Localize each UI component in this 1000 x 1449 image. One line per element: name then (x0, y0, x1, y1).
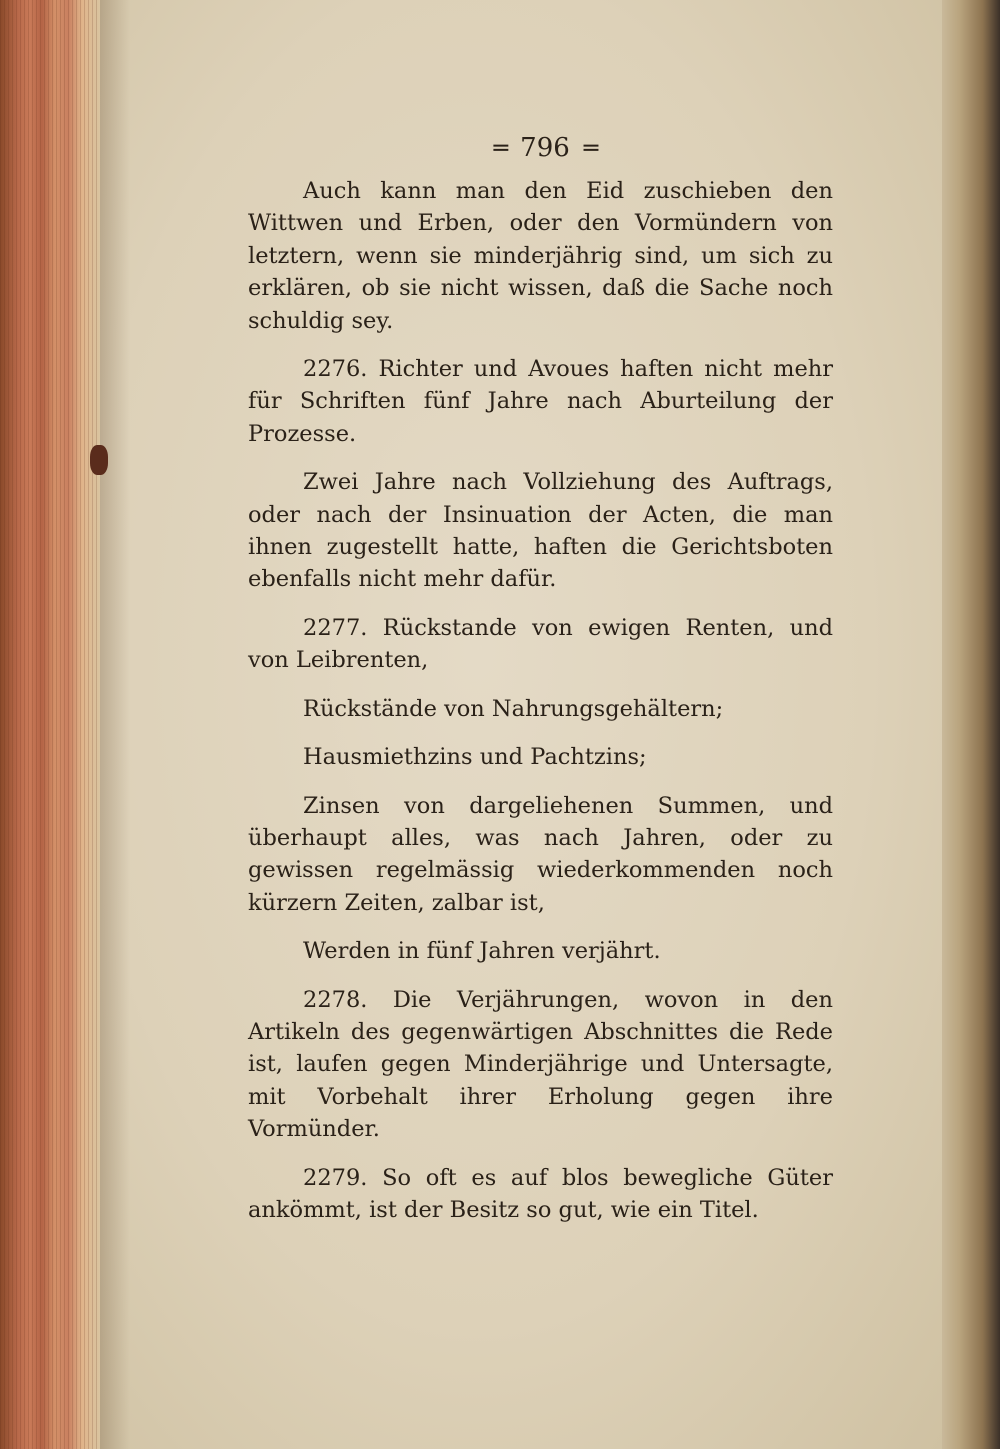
paragraph-text: Hausmiethzins und Pachtzins; (303, 744, 647, 771)
paragraph-text: Die Verjährungen, wovon in den Artikeln des gegenwärtigen Abschnittes die Rede ist, laufen gegen Minderjährige und Untersagte, mit Vorbehalt ihrer Erholung gegen ihre Vormünder. (248, 986, 833, 1143)
article-number: 2277. (303, 614, 368, 641)
paragraph (248, 693, 833, 725)
paragraph (248, 741, 833, 773)
paragraph (248, 353, 833, 450)
paragraph (248, 612, 833, 677)
paragraph (248, 1162, 833, 1227)
paragraph-text: Auch kann man den Eid zuschieben den Wittwen und Erben, oder den Vormündern von letztern, wenn sie minderjährig sind, um sich zu erklären, ob sie nicht wissen, daß die Sache noch schuldig sey. (248, 178, 833, 334)
paragraph-text: So oft es auf blos bewegliche Güter ankömmt, ist der Besitz so gut, wie ein Titel. (248, 1164, 834, 1223)
page-body (248, 175, 833, 1242)
page-header (455, 128, 635, 168)
header-ornament-left: ═ (493, 134, 507, 162)
header-ornament-right: ═ (583, 134, 597, 162)
paragraph (248, 935, 833, 967)
paragraph (248, 984, 833, 1146)
facing-page-edge (942, 0, 1000, 1449)
paragraph (248, 466, 833, 596)
article-number: 2279. (303, 1164, 368, 1191)
paragraph-text: Werden in fünf Jahren verjährt. (303, 938, 661, 965)
paragraph-text: Richter und Avoues haften nicht mehr für Schriften fünf Jahre nach Aburteilung der Prozesse. (248, 356, 834, 447)
gutter-shadow (100, 0, 130, 1449)
paragraph-text: Zinsen von dargeliehenen Summen, und überhaupt alles, was nach Jahren, oder zu gewissen regelmässig wiederkommenden noch kürzern Zeiten, zalbar ist, (248, 792, 833, 916)
paragraph (248, 790, 833, 920)
article-number: 2278. (303, 986, 368, 1013)
page-number: 796 (520, 133, 570, 163)
binding-mark (90, 445, 108, 475)
paragraph-text: Rückstände von Nahrungsgehältern; (303, 695, 724, 722)
article-number: 2276. (303, 356, 368, 383)
book-page-edge-lines (0, 0, 100, 1449)
paragraph-text: Rückstande von ewigen Renten, und von Leibrenten, (248, 614, 833, 674)
paragraph (248, 175, 833, 337)
paragraph-text: Zwei Jahre nach Vollziehung des Auftrags, oder nach der Insinuation der Acten, die man ihnen zugestellt hatte, haften die Gerichtsboten ebenfalls nicht mehr dafür. (248, 469, 833, 593)
